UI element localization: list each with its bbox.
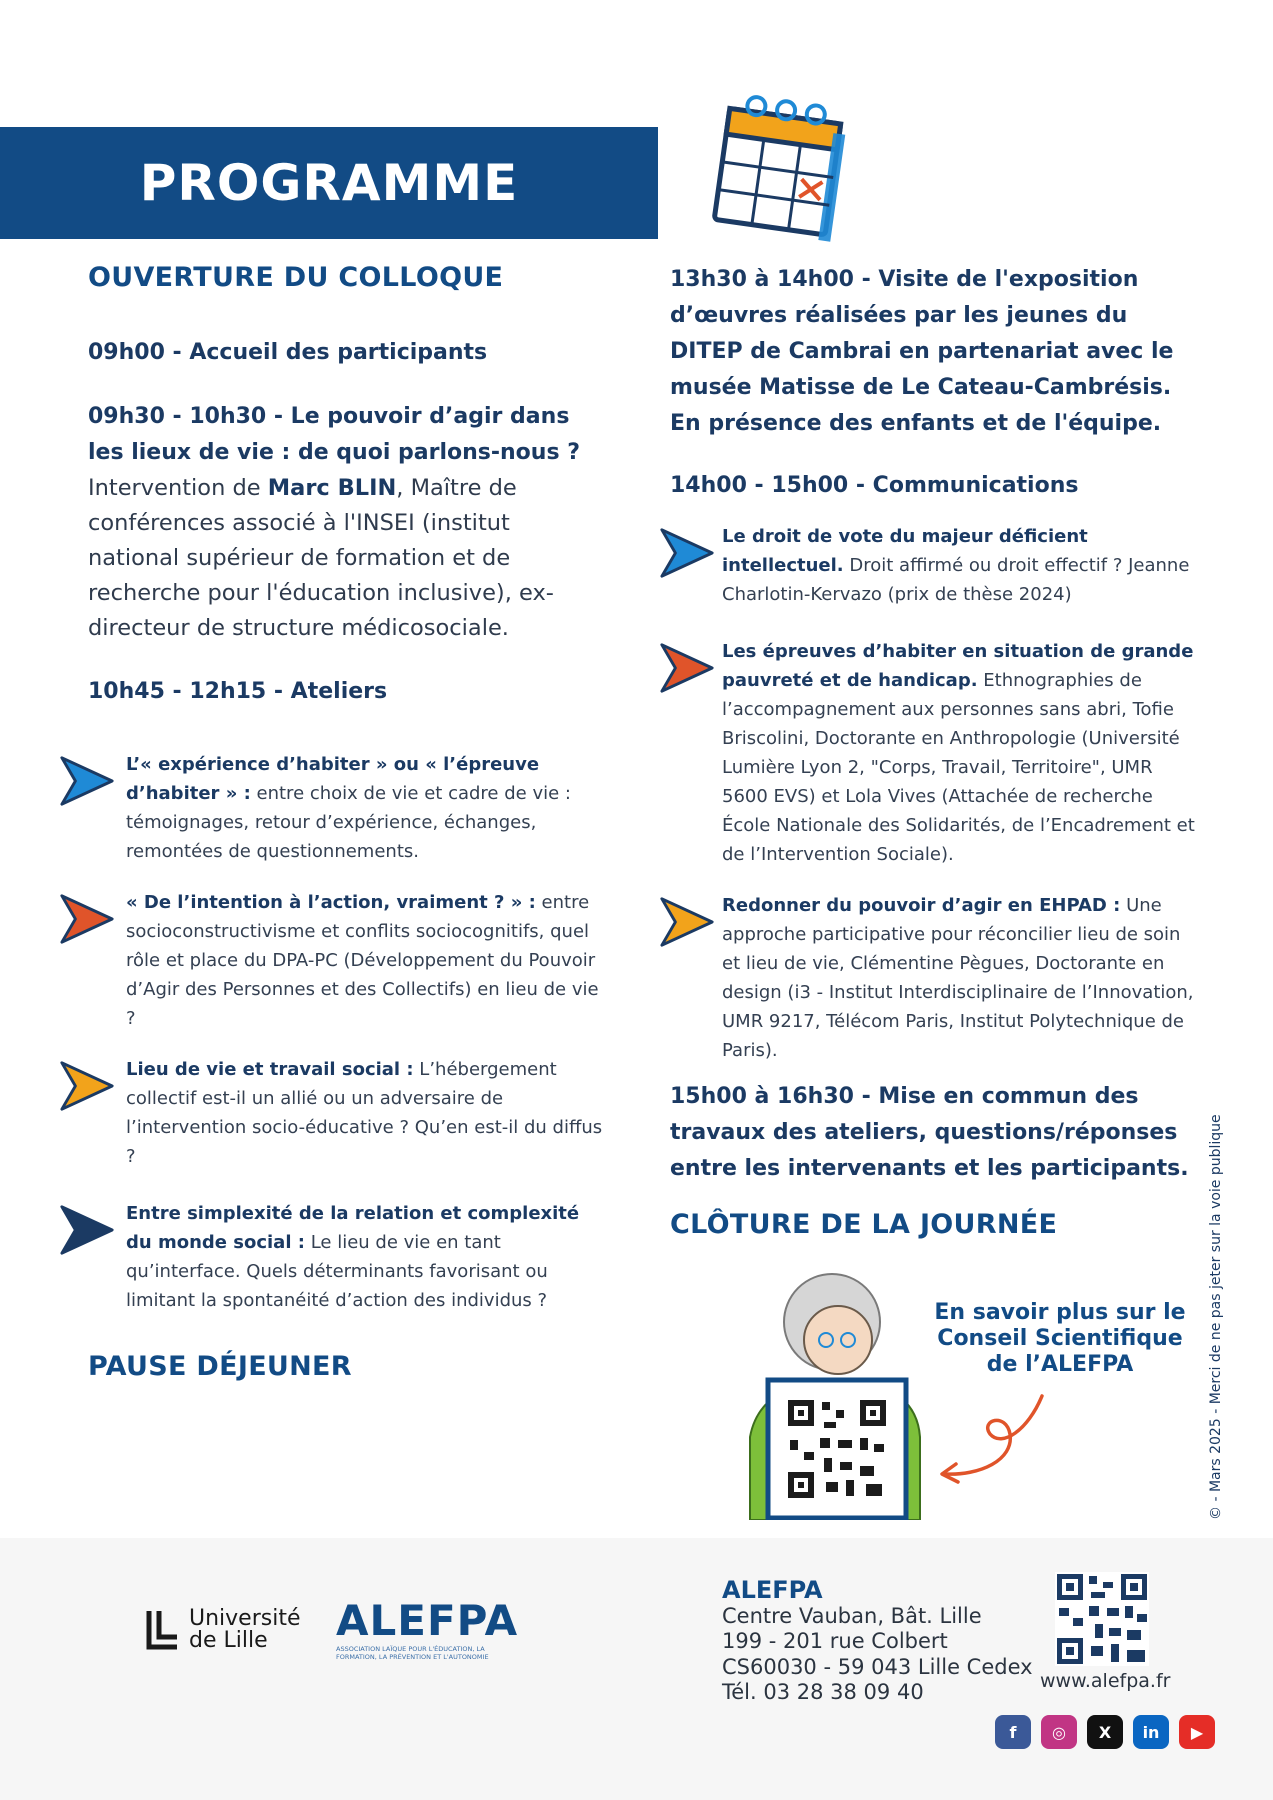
workshop-item: Lieu de vie et travail social : L’hébergement collectif est-il un allié ou un adversaire de l’intervention socio-éducative ? Qu’en est-il du diffus ?	[88, 1055, 608, 1171]
linkedin-icon[interactable]: in	[1133, 1715, 1169, 1749]
university-line1: Université	[189, 1606, 301, 1631]
orange-arrow-icon	[658, 893, 716, 951]
address-line: Tél. 03 28 38 09 40	[722, 1680, 924, 1704]
blue-arrow-icon	[58, 752, 116, 810]
youtube-icon[interactable]: ▶	[1179, 1715, 1215, 1749]
person-with-qr-illustration[interactable]	[720, 1262, 930, 1520]
communication-item: Les épreuves d’habiter en situation de grande pauvreté et de handicap. Ethnographies de l’accompagnement aux personnes sans abri, Tofie Briscolini, Doctorante en Anthropologie (Université Lumière Lyon 2, "Corps, Travail, Territoire", UMR 5600 EVS) et Lola Vives (Attachée de recherche École Nationale des Solidarités, de l’Encadrement et de l’Intervention Sociale).	[670, 637, 1200, 869]
side-note: © - Mars 2025 - Merci de ne pas jeter sur la voie publique	[1208, 1114, 1224, 1520]
talk-title: 09h30 - 10h30 - Le pouvoir d’agir dans les lieux de vie : de quoi parlons-nous ?	[88, 404, 580, 465]
university-lille-logo	[145, 1608, 301, 1652]
right-column	[670, 262, 1200, 1240]
address-org: ALEFPA	[722, 1576, 823, 1604]
opening-heading: OUVERTURE DU COLLOQUE	[88, 262, 504, 293]
x-icon[interactable]: X	[1087, 1715, 1123, 1749]
alefpa-logo	[336, 1596, 519, 1661]
alefpa-tagline: ASSOCIATION LAÏQUE POUR L'ÉDUCATION, LA FORMATION, LA PRÉVENTION ET L'AUTONOMIE	[336, 1645, 489, 1661]
alefpa-wordmark: ALEFPA	[336, 1596, 519, 1645]
closing-heading: CLÔTURE DE LA JOURNÉE	[670, 1209, 1058, 1240]
address-line: 199 - 201 rue Colbert	[722, 1629, 948, 1653]
university-line2: de Lille	[189, 1628, 268, 1653]
calendar-icon	[700, 88, 860, 248]
address-line: CS60030 - 59 043 Lille Cedex	[722, 1654, 1033, 1679]
lunch-heading: PAUSE DÉJEUNER	[88, 1351, 352, 1382]
university-lille-mark-icon	[145, 1609, 181, 1651]
communication-item: Le droit de vote du majeur déficient intellectuel. Droit affirmé ou droit effectif ? Jeanne Charlotin-Kervazo (prix de thèse 2024)	[670, 522, 1200, 609]
visit-text: 13h30 à 14h00 - Visite de l'exposition d’œuvres réalisées par les jeunes du DITEP de Cambrai en partenariat avec le musée Matisse de Le Cateau-Cambrésis. En présence des enfants et de l'équipe.	[670, 267, 1174, 436]
talk-description: Intervention de Marc BLIN, Maître de conférences associé à l'INSEI (institut national supérieur de formation et de recherche pour l'éducation inclusive), ex-directeur de structure médicosociale.	[88, 475, 554, 641]
workshop-item: L’« expérience d’habiter » ou « l’épreuve d’habiter » : entre choix de vie et cadre de vie : témoignages, retour d’expérience, échanges, remontées de questionnements.	[88, 750, 608, 866]
swirl-arrow-icon	[930, 1390, 1050, 1490]
workshop-item: « De l’intention à l’action, vraiment ? » : entre socioconstructivisme et conflits sociocognitifs, quel rôle et place du DPA-PC (Développement du Pouvoir d’Agir des Personnes et des Collectifs) en lieu de vie ?	[88, 888, 608, 1033]
communication-item: Redonner du pouvoir d’agir en EHPAD : Une approche participative pour réconcilier lieu de soin et lieu de vie, Clémentine Pègues, Doctorante en design (i3 - Institut Interdisciplinaire de l’Innovation, UMR 9217, Télécom Paris, Institut Polytechnique de Paris).	[670, 891, 1200, 1065]
address-block	[722, 1578, 1033, 1706]
orange-arrow-icon	[58, 1057, 116, 1115]
facebook-icon[interactable]: f	[995, 1715, 1031, 1749]
red-arrow-icon	[658, 639, 716, 697]
communications-title: 14h00 - 15h00 - Communications	[670, 473, 1079, 498]
website-qr-code[interactable]	[1055, 1572, 1149, 1666]
left-column	[88, 262, 608, 1382]
address-line: Centre Vauban, Bât. Lille	[722, 1603, 982, 1628]
speaker-name: Marc BLIN	[267, 475, 397, 501]
pooling-text: 15h00 à 16h30 - Mise en commun des travaux des ateliers, questions/réponses entre les intervenants et les participants.	[670, 1084, 1189, 1181]
workshop-item: Entre simplexité de la relation et complexité du monde social : Le lieu de vie en tant qu’interface. Quels déterminants favorisant ou limitant la spontanéité d’action des individus ?	[88, 1199, 608, 1315]
instagram-icon[interactable]: ◎	[1041, 1715, 1077, 1749]
workshops-title: 10h45 - 12h15 - Ateliers	[88, 679, 388, 704]
page-title: PROGRAMME	[139, 154, 519, 212]
website-link[interactable]: www.alefpa.fr	[1040, 1670, 1171, 1692]
navy-arrow-icon	[58, 1201, 116, 1259]
red-arrow-icon	[58, 890, 116, 948]
welcome-time: 09h00 - Accueil des participants	[88, 340, 488, 365]
more-info-text: En savoir plus sur le Conseil Scientifique de l’ALEFPA	[934, 1300, 1186, 1377]
social-links	[995, 1715, 1215, 1749]
programme-banner	[0, 127, 658, 239]
blue-arrow-icon	[658, 524, 716, 582]
